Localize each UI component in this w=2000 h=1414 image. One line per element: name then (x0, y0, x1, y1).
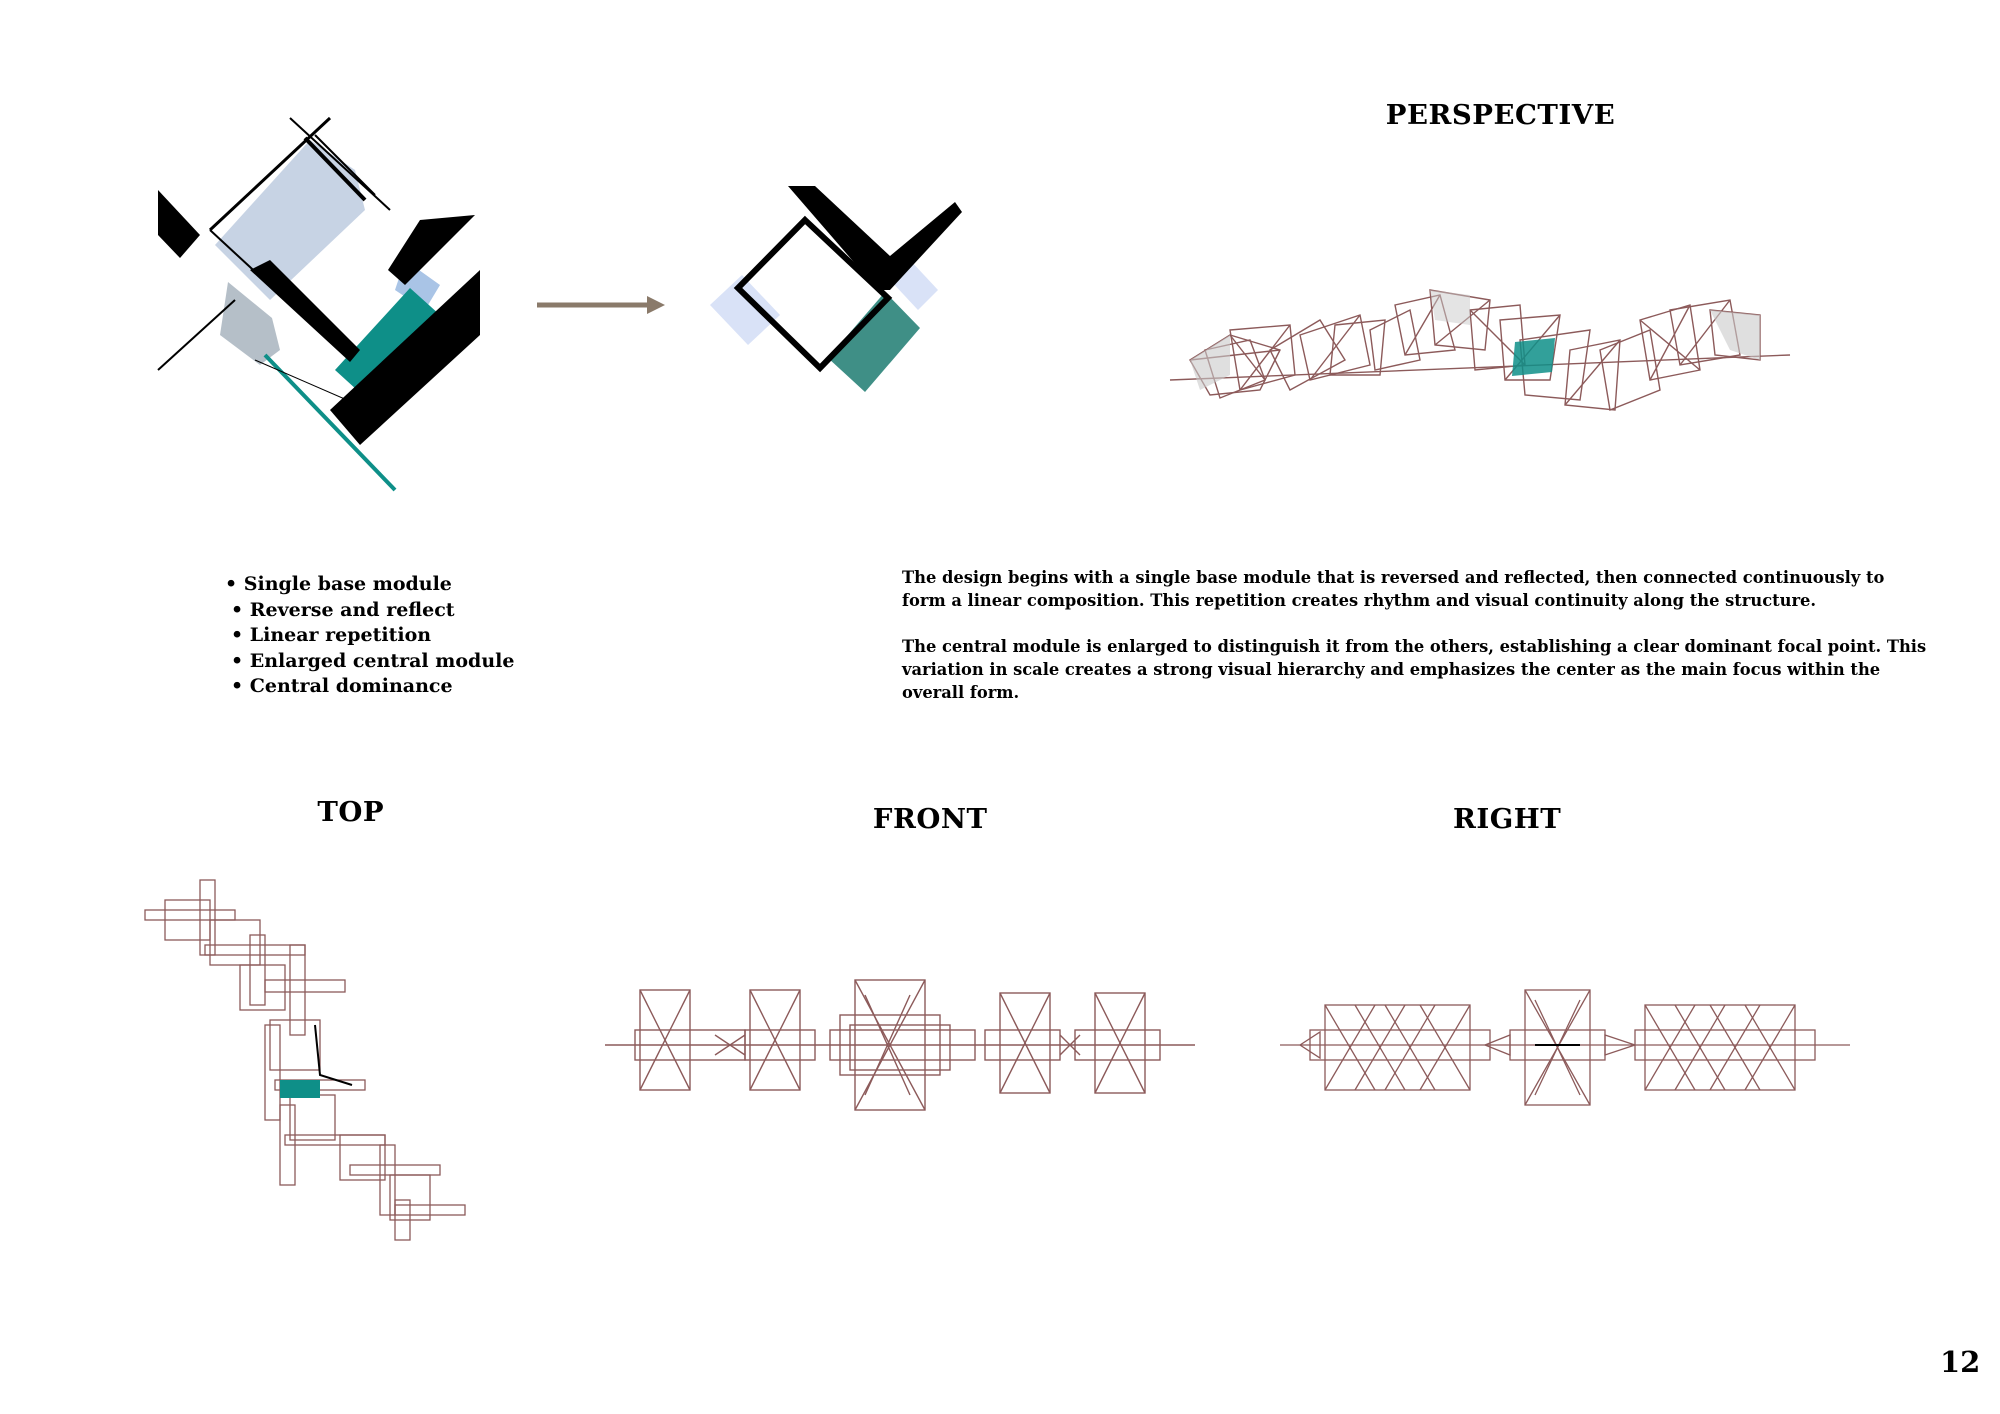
page-number: 12 (1940, 1345, 1981, 1379)
heading-top: TOP (317, 797, 385, 828)
perspective-grey-face (1190, 335, 1230, 390)
arrow-icon (535, 290, 670, 320)
heading-right: RIGHT (1452, 804, 1562, 835)
perspective-teal-module (1512, 338, 1555, 376)
description-paragraph: The central module is enlarged to distinguish it from the others, establishing a clear dominant focal point. This variation in scale creates a strong visual hierarchy and emphasizes the center as the main focus within the overall form. (902, 637, 1927, 702)
heading-perspective: PERSPECTIVE (1385, 100, 1616, 131)
perspective-view-figure (1170, 280, 1790, 440)
black-chevron (788, 186, 962, 290)
collage-black-band-left (158, 190, 200, 258)
front-view-figure (605, 975, 1195, 1115)
bullet-item: • Enlarged central module (231, 649, 515, 672)
perspective-grey-face (1710, 310, 1760, 360)
bullet-item: • Linear repetition (231, 624, 432, 646)
collage-module-figure (150, 110, 500, 500)
lavender-square-left (710, 275, 780, 345)
top-view-figure (140, 875, 470, 1245)
top-teal-module (280, 1080, 320, 1098)
bullet-item: • Central dominance (231, 675, 453, 697)
heading-front: FRONT (872, 804, 988, 835)
perspective-grey-face (1430, 290, 1470, 325)
bullet-list (225, 572, 514, 700)
description-paragraph: The design begins with a single base module that is reversed and reflected, then connected continuously to form a linear composition. This repetition creates rhythm and visual continuity along the structure. (902, 568, 1885, 610)
collage-black-band-right (388, 215, 475, 285)
simplified-module-figure (700, 180, 980, 400)
right-view-figure (1280, 990, 1850, 1110)
bullet-item: • Single base module (225, 573, 452, 595)
bullet-item: • Reverse and reflect (231, 598, 455, 621)
collage-grey-panel (215, 140, 365, 300)
